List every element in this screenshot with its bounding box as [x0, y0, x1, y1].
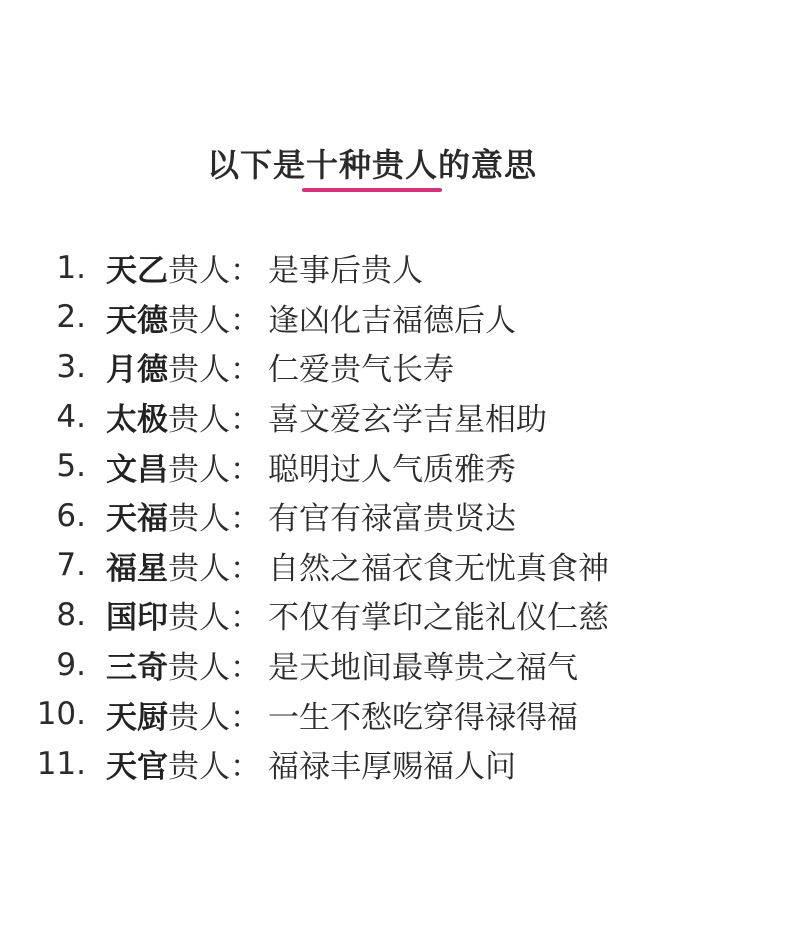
item-meaning: 仁爱贵气长寿 [268, 352, 454, 389]
item-colon: ： [230, 302, 261, 339]
item-colon: ： [230, 402, 261, 439]
list-item [0, 640, 800, 690]
list-item [0, 293, 800, 343]
item-meaning: 一生不愁吃穿得禄得福 [268, 699, 578, 736]
item-name: 天德 [106, 302, 168, 339]
item-colon: ： [230, 253, 261, 290]
item-number: 4. [56, 398, 86, 435]
item-name: 文昌 [106, 451, 168, 488]
item-colon: ： [230, 550, 261, 587]
item-meaning: 聪明过人气质雅秀 [268, 451, 516, 488]
item-number: 8. [56, 596, 86, 633]
item-suffix: 贵人 [168, 253, 230, 290]
item-number: 10. [36, 696, 86, 733]
item-meaning: 不仅有掌印之能礼仪仁慈 [268, 600, 609, 637]
item-name: 月德 [106, 352, 168, 389]
item-meaning: 有官有禄富贵贤达 [268, 501, 516, 538]
item-name: 天厨 [106, 699, 168, 736]
item-meaning: 自然之福衣食无忧真食神 [268, 550, 609, 587]
item-suffix: 贵人 [168, 650, 230, 687]
item-meaning: 福禄丰厚赐福人问 [268, 749, 516, 786]
item-meaning: 是事后贵人 [268, 253, 423, 290]
item-suffix: 贵人 [168, 451, 230, 488]
item-name: 福星 [106, 550, 168, 587]
item-name: 天官 [106, 749, 168, 786]
item-number: 5. [56, 448, 86, 485]
item-suffix: 贵人 [168, 600, 230, 637]
item-number: 2. [56, 299, 86, 336]
item-name: 天乙 [106, 253, 168, 290]
item-name: 国印 [106, 600, 168, 637]
item-meaning: 喜文爱玄学吉星相助 [268, 402, 547, 439]
item-suffix: 贵人 [168, 352, 230, 389]
list-item [0, 392, 800, 442]
list-item [0, 541, 800, 591]
item-suffix: 贵人 [168, 501, 230, 538]
list-item [0, 590, 800, 640]
item-number: 9. [56, 646, 86, 683]
item-name: 天福 [106, 501, 168, 538]
item-colon: ： [230, 501, 261, 538]
item-colon: ： [230, 600, 261, 637]
item-name: 三奇 [106, 650, 168, 687]
item-suffix: 贵人 [168, 302, 230, 339]
item-suffix: 贵人 [168, 550, 230, 587]
noble-person-list [0, 243, 800, 789]
list-item [0, 342, 800, 392]
item-meaning: 逢凶化吉福德后人 [268, 302, 516, 339]
list-item [0, 739, 800, 789]
item-colon: ： [230, 352, 261, 389]
item-colon: ： [230, 699, 261, 736]
item-suffix: 贵人 [168, 699, 230, 736]
item-suffix: 贵人 [168, 749, 230, 786]
title-suffix: 的意思 [438, 146, 538, 184]
item-number: 6. [56, 497, 86, 534]
title-highlight: 十种贵人 [306, 140, 438, 186]
list-item [0, 441, 800, 491]
item-colon: ： [230, 749, 261, 786]
item-meaning: 是天地间最尊贵之福气 [268, 650, 578, 687]
item-suffix: 贵人 [168, 402, 230, 439]
item-name: 太极 [106, 402, 168, 439]
list-item [0, 689, 800, 739]
item-colon: ： [230, 451, 261, 488]
page-title [0, 140, 744, 186]
list-item [0, 491, 800, 541]
list-item [0, 243, 800, 293]
item-number: 1. [56, 249, 86, 286]
title-prefix: 以下是 [206, 146, 306, 184]
item-number: 11. [36, 745, 86, 782]
item-number: 7. [56, 547, 86, 584]
item-number: 3. [56, 348, 86, 385]
item-colon: ： [230, 650, 261, 687]
